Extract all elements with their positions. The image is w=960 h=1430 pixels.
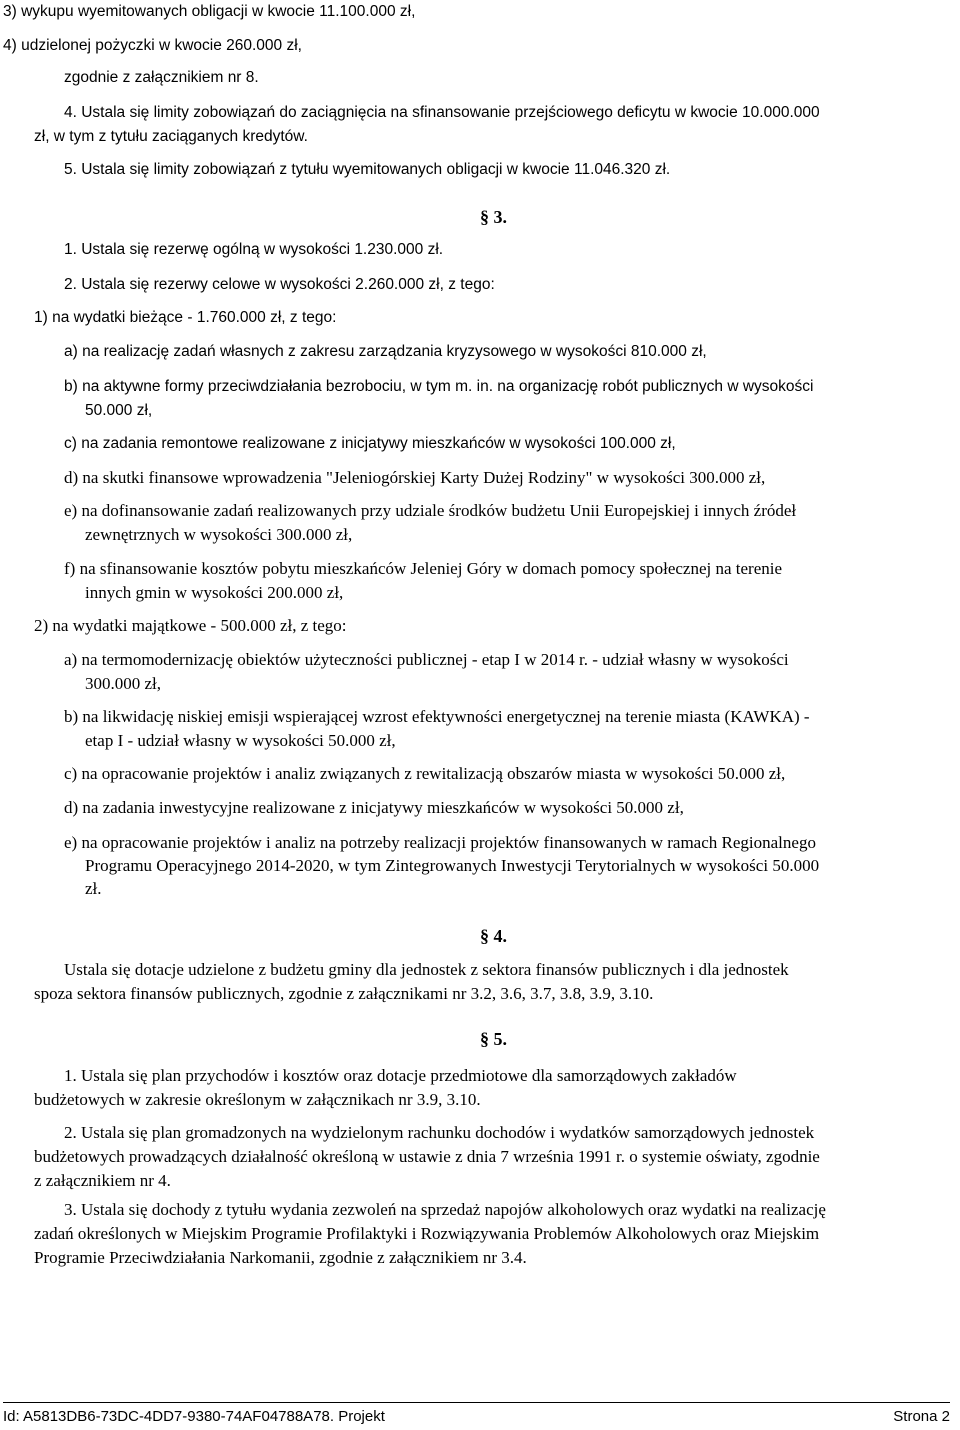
capital-item-b-line-2: etap I - udział własny w wysokości 50.000 zł, (85, 731, 396, 750)
capital-item-b-line-1: b) na likwidację niskiej emisji wspierającej wzrost efektywności energetycznej na terenie miasta (KAWKA) - (64, 707, 810, 726)
section-4-line-2: spoza sektora finansów publicznych, zgodnie z załącznikami nr 3.2, 3.6, 3.7, 3.8, 3.9, 3.10. (34, 984, 654, 1003)
section-5-p3-line-1: 3. Ustala się dochody z tytułu wydania zezwoleń na sprzedaż napojów alkoholowych oraz wydatki na realizację (64, 1200, 826, 1219)
section-5-p2-line-3: z załącznikiem nr 4. (34, 1171, 171, 1190)
section-5-p1-line-2: budżetowych w zakresie określonym w załącznikach nr 3.9, 3.10. (34, 1090, 481, 1109)
document-id: Id: A5813DB6-73DC-4DD7-9380-74AF04788A78. Projekt (3, 1408, 385, 1425)
current-expenses-heading: 1) na wydatki bieżące - 1.760.000 zł, z tego: (34, 309, 337, 326)
section-5-p1-line-1: 1. Ustala się plan przychodów i kosztów oraz dotacje przedmiotowe dla samorządowych zakładów (64, 1066, 737, 1085)
reserve-item-c: c) na zadania remontowe realizowane z inicjatywy mieszkańców w wysokości 100.000 zł, (64, 435, 676, 452)
capital-expenses-heading: 2) na wydatki majątkowe - 500.000 zł, z tego: (34, 616, 347, 635)
section-5-p2-line-2: budżetowych prowadzących działalność określoną w ustawie z dnia 7 września 1991 r. o systemie oświaty, zgodnie (34, 1147, 820, 1166)
reserve-item-e-line-2: zewnętrznych w wysokości 300.000 zł, (85, 525, 353, 544)
section-5-p3-line-3: Programie Przeciwdziałania Narkomanii, zgodnie z załącznikiem nr 3.4. (34, 1248, 527, 1267)
section-4-line-1: Ustala się dotacje udzielone z budżetu gminy dla jednostek z sektora finansów publicznych i dla jednostek (64, 960, 789, 979)
reserve-item-a: a) na realizację zadań własnych z zakresu zarządzania kryzysowego w wysokości 810.000 zł, (64, 343, 707, 360)
page-number: Strona 2 (893, 1408, 950, 1425)
capital-item-d: d) na zadania inwestycyjne realizowane z inicjatywy mieszkańców w wysokości 50.000 zł, (64, 798, 684, 817)
attachment-reference: zgodnie z załącznikiem nr 8. (64, 69, 259, 86)
reserve-item-b-line-1: b) na aktywne formy przeciwdziałania bezrobociu, w tym m. in. na organizację robót publicznych w wysokości (64, 378, 814, 395)
capital-item-e-line-2: Programu Operacyjnego 2014-2020, w tym Zintegrowanych Inwestycji Terytorialnych w wysokości 50.000 (85, 856, 820, 875)
reserve-item-b-line-2: 50.000 zł, (85, 402, 153, 419)
reserve-item-e-line-1: e) na dofinansowanie zadań realizowanych przy udziale środków budżetu Unii Europejskiej i innych źródeł (64, 501, 797, 520)
footer-divider (3, 1402, 950, 1403)
section-5-p2-line-1: 2. Ustala się plan gromadzonych na wydzielonym rachunku dochodów i wydatków samorządowych jednostek (64, 1123, 815, 1142)
paragraph-4-line-1: 4. Ustala się limity zobowiązań do zaciągnięcia na sfinansowanie przejściowego deficytu w kwocie 10.000.000 (64, 104, 820, 121)
reserve-item-f-line-2: innych gmin w wysokości 200.000 zł, (85, 583, 344, 602)
capital-item-a-line-2: 300.000 zł, (85, 674, 162, 693)
list-item-3: 3) wykupu wyemitowanych obligacji w kwocie 11.100.000 zł, (3, 3, 416, 20)
capital-item-e-line-3: zł. (85, 879, 102, 898)
paragraph-4-line-2: zł, w tym z tytułu zaciąganych kredytów. (34, 128, 308, 145)
reserve-item-d: d) na skutki finansowe wprowadzenia "Jeleniogórskiej Karty Dużej Rodziny" w wysokości 300.000 zł, (64, 468, 766, 487)
page-footer (3, 1402, 950, 1428)
section-3-heading: § 3. (480, 207, 507, 227)
section-5-heading: § 5. (480, 1029, 507, 1049)
capital-item-a-line-1: a) na termomodernizację obiektów użyteczności publicznej - etap I w 2014 r. - udział własny w wysokości (64, 650, 789, 669)
list-item-4: 4) udzielonej pożyczki w kwocie 260.000 zł, (3, 37, 302, 54)
capital-item-e-line-1: e) na opracowanie projektów i analiz na potrzeby realizacji projektów finansowanych w ramach Regionalnego (64, 833, 816, 852)
section-5-p3-line-2: zadań określonych w Miejskim Programie Profilaktyki i Rozwiązywania Problemów Alkoholowych oraz Miejskim (34, 1224, 820, 1243)
reserve-item-f-line-1: f) na sfinansowanie kosztów pobytu mieszkańców Jeleniej Góry w domach pomocy społecznej na terenie (64, 559, 783, 578)
section-3-item-2: 2. Ustala się rezerwy celowe w wysokości 2.260.000 zł, z tego: (64, 276, 495, 293)
section-4-heading: § 4. (480, 926, 507, 946)
paragraph-5: 5. Ustala się limity zobowiązań z tytułu wyemitowanych obligacji w kwocie 11.046.320 zł. (64, 161, 671, 178)
section-3-item-1: 1. Ustala się rezerwę ogólną w wysokości 1.230.000 zł. (64, 241, 444, 258)
capital-item-c: c) na opracowanie projektów i analiz związanych z rewitalizacją obszarów miasta w wysokości 50.000 zł, (64, 764, 786, 783)
